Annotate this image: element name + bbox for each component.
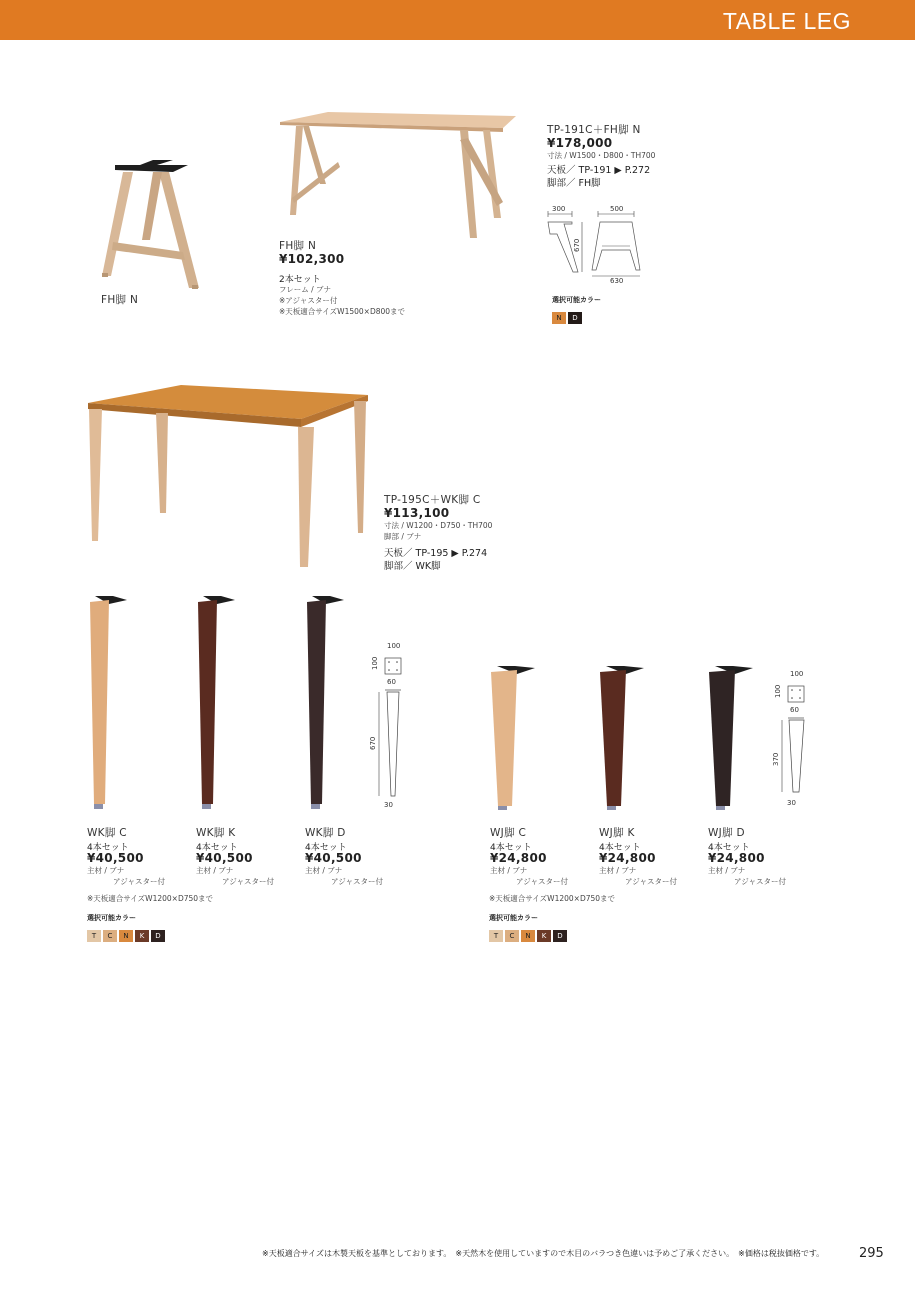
color-swatch-k: K <box>135 930 149 942</box>
tp195-name: TP-195C＋WK脚 C <box>384 494 481 506</box>
tp195-size: 寸法 / W1200・D750・TH700 <box>384 521 493 530</box>
wk-item-price: ¥40,500 <box>305 851 362 865</box>
tp191-dim-500: 500 <box>610 205 624 213</box>
wj-colors-label: 選択可能カラー <box>489 914 538 922</box>
tp191-price: ¥178,000 <box>547 136 613 150</box>
wk-dim-w: 100 <box>387 642 401 650</box>
color-swatch-d: D <box>151 930 165 942</box>
wk-item-d <box>305 825 383 887</box>
tp191-size: 寸法 / W1500・D800・TH700 <box>547 151 656 160</box>
wk-item-adjuster: アジャスター付 <box>113 877 166 886</box>
page-title: TABLE LEG <box>722 8 851 34</box>
color-swatch-n: N <box>552 312 566 324</box>
color-swatch-n: N <box>521 930 535 942</box>
wk-item-adjuster: アジャスター付 <box>331 877 384 886</box>
color-swatch-c: C <box>505 930 519 942</box>
color-swatch-t: T <box>489 930 503 942</box>
wj-item-price: ¥24,800 <box>599 851 656 865</box>
color-swatch-d: D <box>568 312 582 324</box>
fh-leg-spec-list <box>279 284 405 317</box>
wj-item-d <box>708 825 786 887</box>
wj-dim-inner: 60 <box>790 706 799 714</box>
wj-leg-k-image <box>596 664 648 812</box>
tp195-material: 脚部 / ブナ <box>384 532 422 541</box>
wk-leg-c-image <box>85 594 135 812</box>
fh-leg-name: FH脚 N <box>279 240 317 252</box>
wj-dimension-drawing <box>768 668 818 810</box>
wj-item-c <box>490 825 568 887</box>
wk-item-price: ¥40,500 <box>196 851 253 865</box>
wj-item-set: 4本セット <box>599 843 641 853</box>
tp195-price: ¥113,100 <box>384 506 450 520</box>
fh-leg-set: 2本セット <box>279 275 321 285</box>
wk-item-material: 主材 / ブナ <box>196 866 234 875</box>
wk-item-material: 主材 / ブナ <box>87 866 125 875</box>
wk-item-k <box>196 825 274 887</box>
wj-dim-h: 370 <box>772 752 780 766</box>
wk-leg-d-image <box>302 594 352 812</box>
tp195-leg-ref: 脚部／ WK脚 <box>384 561 441 572</box>
tp191-dim-630: 630 <box>610 277 624 284</box>
wj-item-name: WJ脚 C <box>490 827 527 839</box>
wk-note: ※天板適合サイズW1200×D750まで <box>87 894 214 903</box>
footer-note: ※天板適合サイズは木製天板を基準としております。 ※天然木を使用していますので木目のバラつき色違いは予めご了承ください。 ※価格は税抜価格です。 <box>262 1249 825 1258</box>
wj-note: ※天板適合サイズW1200×D750まで <box>489 894 616 903</box>
tp191-table-image <box>278 110 518 240</box>
wj-leg-c-image <box>487 664 539 812</box>
wj-swatches <box>489 923 569 942</box>
tp195-table-image <box>86 383 371 573</box>
tp191-dim-300: 300 <box>552 205 566 213</box>
fh-leg-spec-line: ※アジャスター付 <box>279 296 338 305</box>
wj-item-price: ¥24,800 <box>708 851 765 865</box>
wj-item-adjuster: アジャスター付 <box>734 877 787 886</box>
color-swatch-n: N <box>119 930 133 942</box>
color-swatch-t: T <box>87 930 101 942</box>
wk-item-price: ¥40,500 <box>87 851 144 865</box>
tp191-dimension-drawing <box>540 202 670 284</box>
wk-swatches <box>87 923 167 942</box>
wj-item-name: WJ脚 D <box>708 827 745 839</box>
fh-leg-spec-line: ※天板適合サイズW1500×D800まで <box>279 307 406 316</box>
color-swatch-d: D <box>553 930 567 942</box>
wj-item-material: 主材 / ブナ <box>490 866 528 875</box>
tp191-name: TP-191C＋FH脚 N <box>547 124 641 136</box>
tp191-swatches <box>552 305 584 324</box>
fh-leg-spec-line: フレーム / ブナ <box>279 285 331 294</box>
wk-colors-label: 選択可能カラー <box>87 914 136 922</box>
page-number: 295 <box>859 1246 884 1261</box>
wk-item-c <box>87 825 165 887</box>
wj-item-material: 主材 / ブナ <box>599 866 637 875</box>
wk-item-set: 4本セット <box>305 843 347 853</box>
wj-dim-w: 100 <box>790 670 804 678</box>
wj-item-k <box>599 825 677 887</box>
wk-dim-foot: 30 <box>384 801 393 809</box>
wj-item-adjuster: アジャスター付 <box>516 877 569 886</box>
wk-dim-inner: 60 <box>387 678 396 686</box>
tp195-top-ref: 天板／ TP-195 ▶ P.274 <box>384 548 488 559</box>
wj-item-name: WJ脚 K <box>599 827 635 839</box>
wk-leg-k-image <box>193 594 243 812</box>
tp191-top-ref: 天板／ TP-191 ▶ P.272 <box>547 165 651 176</box>
wk-dimension-drawing <box>365 640 415 812</box>
wj-item-set: 4本セット <box>490 843 532 853</box>
wk-item-set: 4本セット <box>196 843 238 853</box>
wj-dim-d: 100 <box>774 684 782 698</box>
wk-item-material: 主材 / ブナ <box>305 866 343 875</box>
wj-item-set: 4本セット <box>708 843 750 853</box>
wk-item-name: WK脚 C <box>87 827 127 839</box>
tp191-leg-ref: 脚部／ FH脚 <box>547 178 601 189</box>
wk-dim-d: 100 <box>371 656 379 670</box>
fh-leg-image <box>95 158 210 293</box>
tp191-colors-label: 選択可能カラー <box>552 296 601 304</box>
fh-leg-price: ¥102,300 <box>279 252 345 266</box>
wj-item-material: 主材 / ブナ <box>708 866 746 875</box>
wk-item-adjuster: アジャスター付 <box>222 877 275 886</box>
wj-leg-d-image <box>705 664 757 812</box>
color-swatch-k: K <box>537 930 551 942</box>
wk-item-name: WK脚 K <box>196 827 236 839</box>
wk-item-name: WK脚 D <box>305 827 346 839</box>
wj-item-price: ¥24,800 <box>490 851 547 865</box>
wk-item-set: 4本セット <box>87 843 129 853</box>
wj-dim-foot: 30 <box>787 799 796 807</box>
wj-item-adjuster: アジャスター付 <box>625 877 678 886</box>
fh-leg-caption: FH脚 N <box>101 294 139 306</box>
tp191-dim-670: 670 <box>573 238 581 252</box>
wk-dim-h: 670 <box>369 736 377 750</box>
color-swatch-c: C <box>103 930 117 942</box>
